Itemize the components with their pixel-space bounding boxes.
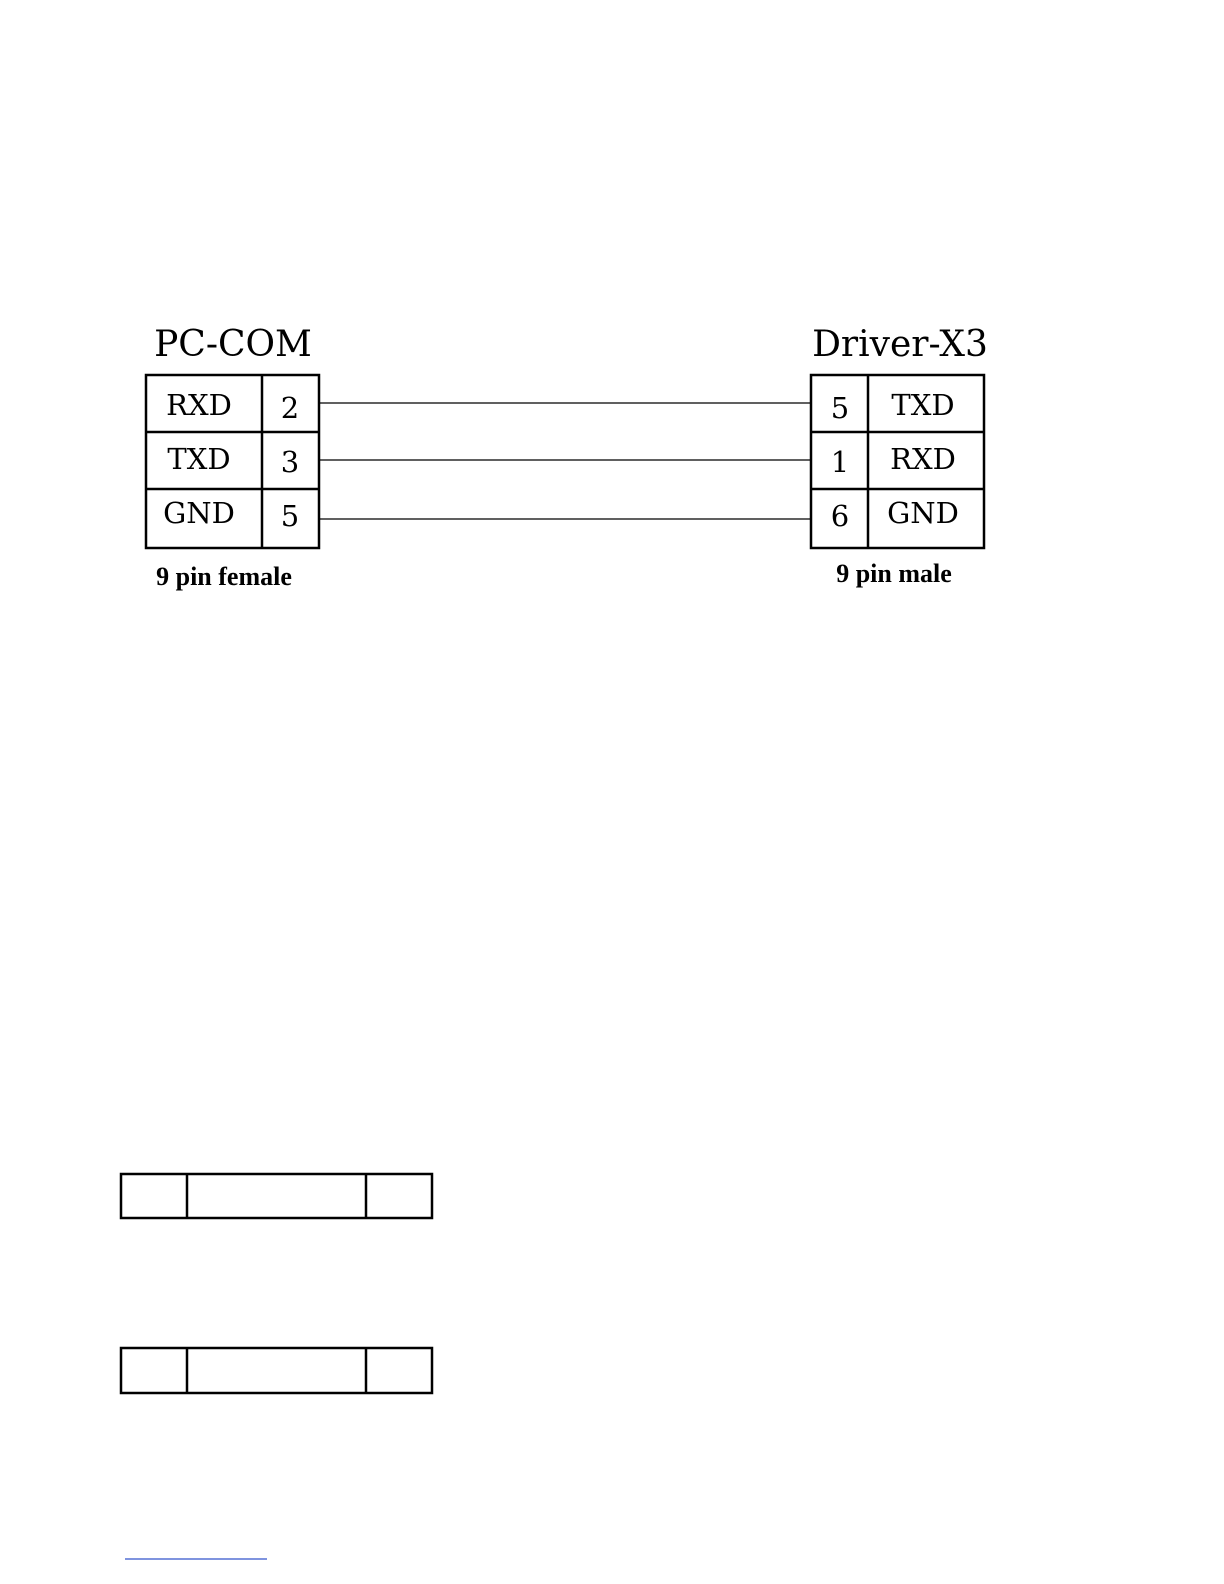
left-signal-label: GND	[163, 496, 235, 530]
left-signal-label: TXD	[167, 442, 231, 476]
right-signal-label: RXD	[890, 442, 956, 476]
right-pin-number: 5	[830, 391, 850, 425]
left-connector	[146, 324, 319, 591]
empty-table	[121, 1174, 432, 1218]
left-signal-label: RXD	[166, 388, 232, 422]
right-connector-caption: 9 pin male	[836, 559, 952, 588]
empty-table-frame	[121, 1174, 432, 1218]
empty-table-frame	[121, 1348, 432, 1393]
empty-table	[121, 1348, 432, 1393]
right-signal-label: GND	[887, 496, 959, 530]
left-connector-caption: 9 pin female	[156, 562, 292, 591]
left-pin-number: 3	[280, 445, 300, 479]
right-pin-number: 6	[830, 499, 850, 533]
right-connector-title: Driver-X3	[812, 324, 988, 365]
wires	[319, 403, 811, 519]
left-pin-number: 5	[280, 499, 300, 533]
left-pin-number: 2	[280, 391, 300, 425]
left-connector-title: PC-COM	[154, 324, 312, 365]
right-signal-label: TXD	[891, 388, 955, 422]
right-connector	[811, 324, 988, 588]
right-pin-number: 1	[830, 445, 850, 479]
